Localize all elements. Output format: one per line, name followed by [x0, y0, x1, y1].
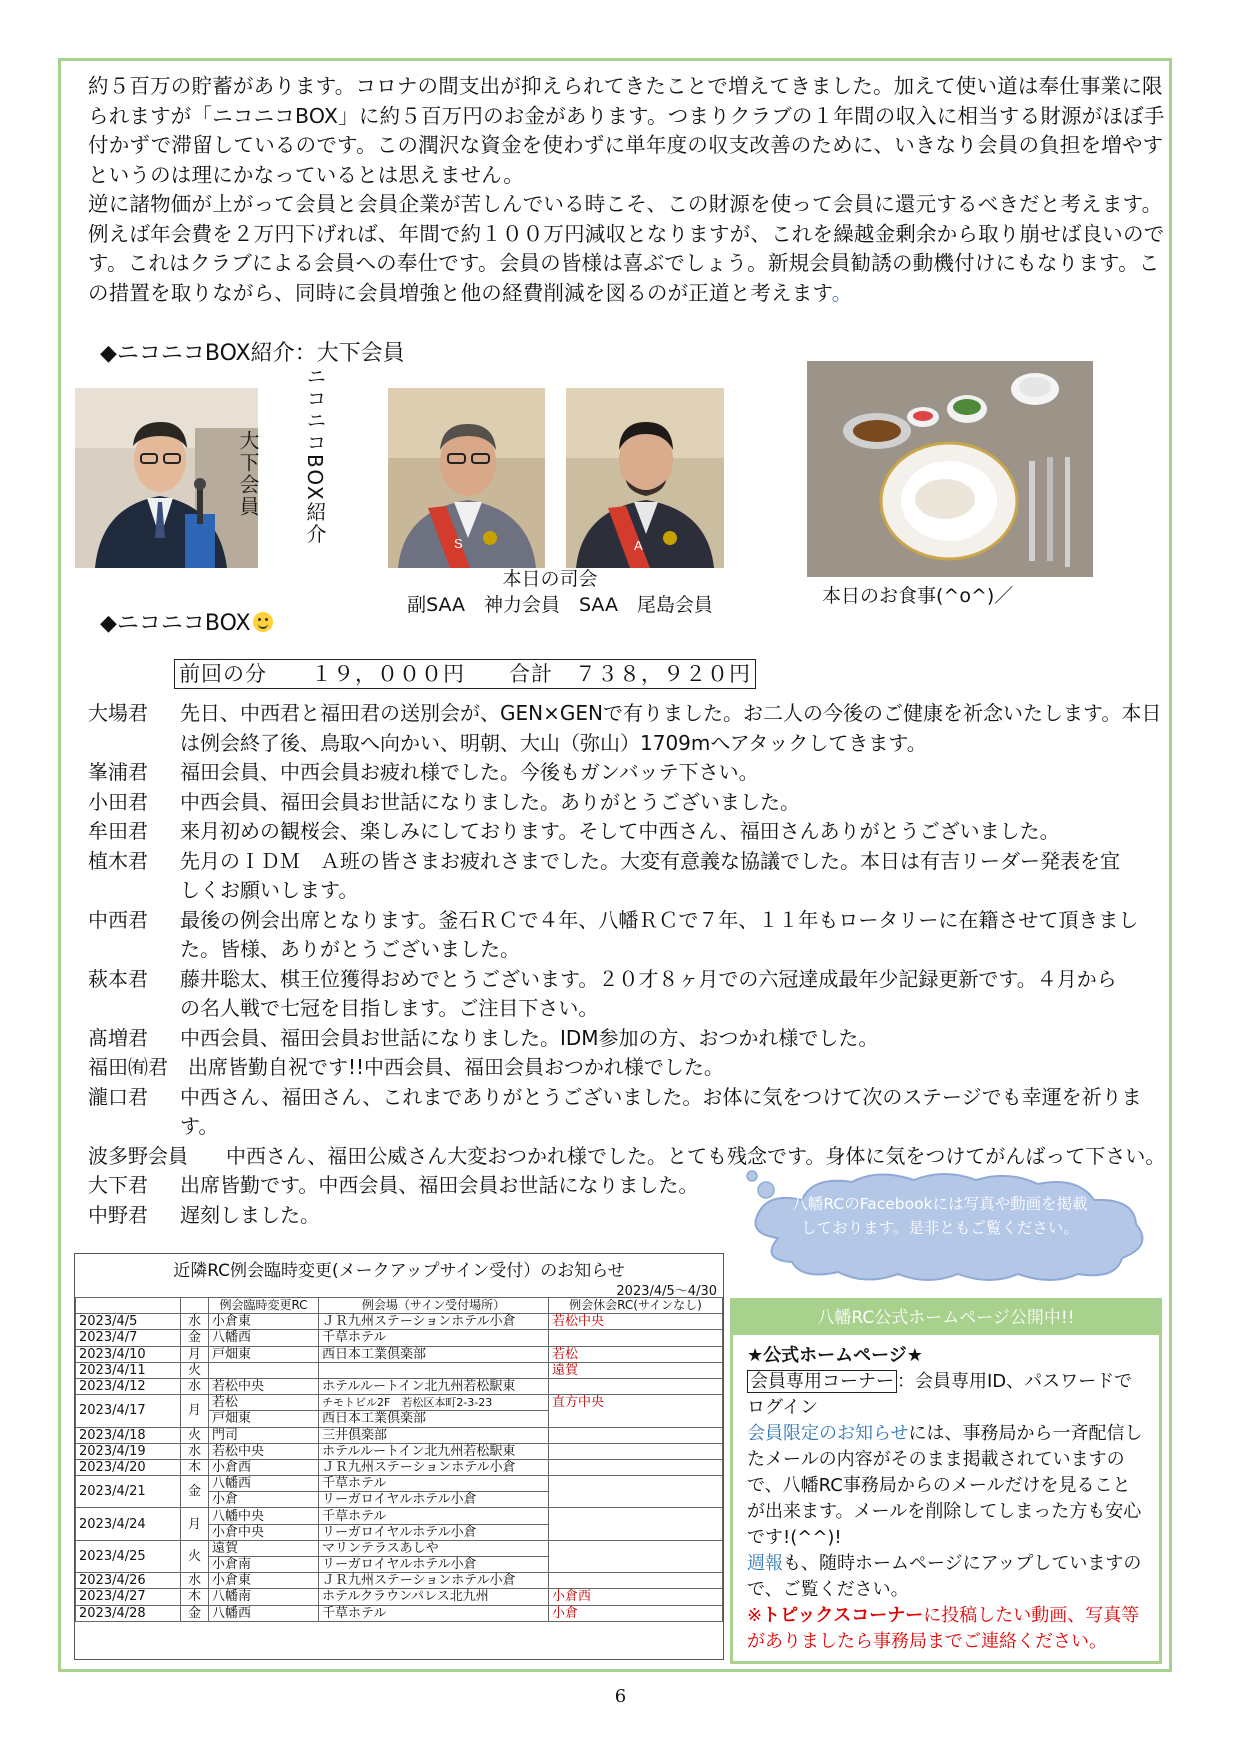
- table-row: 2023/4/12 水 若松中央 ホテルルートイン北九州若松駅東: [76, 1378, 723, 1394]
- svg-text:A: A: [634, 538, 643, 553]
- vice-saa-photo: [388, 388, 545, 568]
- table-row: 2023/4/7 金 八幡西 千草ホテル: [76, 1330, 723, 1346]
- table-row: 2023/4/5 水 小倉東 ＪＲ九州ステーションホテル小倉 若松中央: [76, 1314, 723, 1330]
- nikoniko-total: 前回の分 １９，０００円 合計 ７３８，９２０円: [174, 659, 756, 689]
- saa-photo: [566, 388, 724, 568]
- list-item: 髙増君 中西会員、福田会員お世話になりました。IDM参加の方、おつかれ様でした。: [88, 1025, 879, 1050]
- meal-photo: [807, 361, 1093, 577]
- list-item: 大場君 先日、中西君と福田君の送別会が、GEN×GENで有りました。お二人の今後のご健康を祈念いたします。本日は例会終了後、鳥取へ向かい、明朝、大山（弥山）1709mへアタックしてきます。: [88, 701, 1162, 755]
- list-item: 大下君 出席皆勤です。中西会員、福田会員お世話になりました。: [88, 1173, 699, 1197]
- table-row: 2023/4/11 火 遠賀: [76, 1362, 723, 1378]
- table-row: 2023/4/25 火 遠賀 マリンテラスあしや: [76, 1540, 723, 1556]
- saa-caption-names: 副SAA 神力会員 SAA 尾島会員: [407, 594, 713, 616]
- list-item: 牟田君 来月初めの観桜会、楽しみにしております。そして中西さん、福田さんありがとうございました。: [88, 819, 1060, 843]
- list-item: 小田君 中西会員、福田会員お世話になりました。ありがとうございました。: [88, 789, 800, 814]
- list-item: 瀧口君 中西さん、福田さん、これまでありがとうございました。お体に気をつけて次のステージでも幸運を祈ります。: [88, 1084, 1142, 1138]
- table-row: 2023/4/20 木 小倉西 ＪＲ九州ステーションホテル小倉: [76, 1459, 723, 1475]
- table-row: 2023/4/21 金 八幡西 千草ホテル: [76, 1476, 723, 1492]
- makeup-schedule: [74, 1253, 724, 1660]
- list-item: 峯浦君 福田会員、中西会員お疲れ様でした。今後もガンバッテ下さい。: [88, 760, 759, 784]
- meal-caption: 本日のお食事(^o^)／: [822, 585, 1014, 607]
- table-row: 2023/4/27 木 八幡南 ホテルクラウンパレス北九州 小倉西: [76, 1589, 723, 1605]
- table-row: 2023/4/19 水 若松中央 ホテルルートイン北九州若松駅東: [76, 1443, 723, 1459]
- col-rc: 例会臨時変更RC: [209, 1298, 319, 1314]
- vertical-caption-nikoniko: ニコニコBOX紹介: [303, 366, 327, 546]
- svg-text:S: S: [454, 536, 463, 551]
- smile-icon: [253, 612, 273, 632]
- list-item: 波多野会員 中西さん、福田公威さん大変おつかれ様でした。とても残念です。身体に気をつけてがんばって下さい。: [88, 1143, 1166, 1168]
- section-title-nikoniko-box: ◆ニコニコBOX: [100, 606, 273, 637]
- vertical-caption-speaker-name: 大下会員: [236, 430, 260, 518]
- list-item: 植木君 先月のＩＤＭ Ａ班の皆さまお疲れさまでした。大変有意義な協議でした。本日は有吉リーダー発表を宜しくお願いします。: [88, 848, 1120, 902]
- saa-caption-title: 本日の司会: [502, 568, 598, 590]
- col-venue: 例会場（サイン受付場所）: [319, 1298, 549, 1314]
- list-item: 中西君 最後の例会出席となります。釜石ＲＣで４年、八幡ＲＣで７年、１１年もロータリーに在籍させて頂きました。皆様、ありがとうございました。: [88, 907, 1139, 961]
- page-number: 6: [614, 1686, 627, 1707]
- list-item: 中野君 遅刻しました。: [88, 1202, 320, 1227]
- schedule-table: [75, 1297, 723, 1622]
- table-row: 戸畑東 西日本工業倶楽部: [76, 1411, 723, 1427]
- table-header-row: [76, 1298, 723, 1314]
- topics-corner-link[interactable]: トピックスコーナー: [762, 1605, 924, 1626]
- table-row: 2023/4/10 月 戸畑東 西日本工業倶楽部 若松: [76, 1346, 723, 1362]
- speaker-photo: [75, 388, 258, 568]
- schedule-title: 近隣RC例会臨時変更(メークアップサイン受付）のお知らせ: [173, 1261, 625, 1281]
- section-title-nikoniko-intro: ◆ニコニコBOX紹介：大下会員: [100, 341, 405, 366]
- table-row: 小倉 リーガロイヤルホテル小倉: [76, 1492, 723, 1508]
- facebook-notice: 八幡RCのFacebookには写真や動画を掲載しております。是非ともご覧ください。: [792, 1195, 1088, 1237]
- table-row: 2023/4/28 金 八幡西 千草ホテル 小倉: [76, 1605, 723, 1621]
- table-row: 2023/4/26 水 小倉東 ＪＲ九州ステーションホテル小倉: [76, 1573, 723, 1589]
- intro-paragraph-1: 約５百万の貯蓄があります。コロナの間支出が抑えられてきたことで増えてきました。加えて使い道は奉仕事業に限られますが「ニコニコBOX」に約５百万円のお金があります。つまりクラブの１年間の収入に相当する財源がほぼ手付かずで滞留しているのです。この潤沢な資金を使わずに単年度の収支改善のために、いきなり会員の負担を増やすというのは理にかなっているとは思えません。: [88, 74, 1165, 187]
- intro-text: [88, 72, 1166, 308]
- nikoniko-messages: [88, 699, 1168, 1230]
- table-row: 小倉南 リーガロイヤルホテル小倉: [76, 1557, 723, 1573]
- table-row: 2023/4/17 月 若松 チモトビル2F 若松区本町2-3-23 直方中央: [76, 1395, 723, 1411]
- weekly-report-link[interactable]: 週報: [747, 1553, 783, 1574]
- homepage-notice: 八幡RC公式ホームページ公開中!! ★公式ホームページ★ 会員専用コーナー ：会員専用ID、パスワードでログイン 会員限定のお知らせには、事務局から一斉配信したメールの内容がそのまま掲載されていますので、八幡RC事務局からのメールだけを見ることが出来ます。メールを削除してしまった方も安心です!(^^)! 週報も、随時ホームページにアップしていますので、ご覧ください。 ※トピックスコーナーに投稿したい動画、写真等がありましたら事務局までご連絡ください。: [730, 1298, 1162, 1664]
- list-item: 福田㈲君 出席皆勤自祝です!!中西会員、福田会員おつかれ様でした。: [88, 1055, 724, 1079]
- homepage-header: 八幡RC公式ホームページ公開中!!: [733, 1301, 1159, 1335]
- notice-link[interactable]: 会員限定のお知らせ: [747, 1423, 909, 1444]
- schedule-range: 2023/4/5～4/30: [616, 1284, 717, 1299]
- table-row: 2023/4/24 月 八幡中央 千草ホテル: [76, 1508, 723, 1524]
- members-corner-link[interactable]: 会員専用コーナー: [747, 1370, 897, 1393]
- list-item: 萩本君 藤井聡太、棋王位獲得おめでとうございます。２０才８ヶ月での六冠達成最年少記録更新です。４月からの名人戦で七冠を目指します。ご注目下さい。: [88, 966, 1117, 1020]
- homepage-heading: ★公式ホームページ★: [747, 1345, 923, 1366]
- col-off: 例会休会RC(サインなし): [549, 1298, 723, 1314]
- table-row: 2023/4/18 火 門司 三井倶楽部: [76, 1427, 723, 1443]
- intro-paragraph-2: 逆に諸物価が上がって会員と会員企業が苦しんでいる時こそ、この財源を使って会員に還元するべきだと考えます。例えば年会費を２万円下げれば、年間で約１００万円減収となりますが、これを繰越金剰余から取り崩せば良いのです。これはクラブによる会員への奉仕です。会員の皆様は喜ぶでしょう。新規会員勧誘の動機付けにもなります。この措置を取りながら、同時に会員増強と他の経費削減を図るのが正道と考えます。: [88, 192, 1165, 305]
- table-row: 小倉中央 リーガロイヤルホテル小倉: [76, 1524, 723, 1540]
